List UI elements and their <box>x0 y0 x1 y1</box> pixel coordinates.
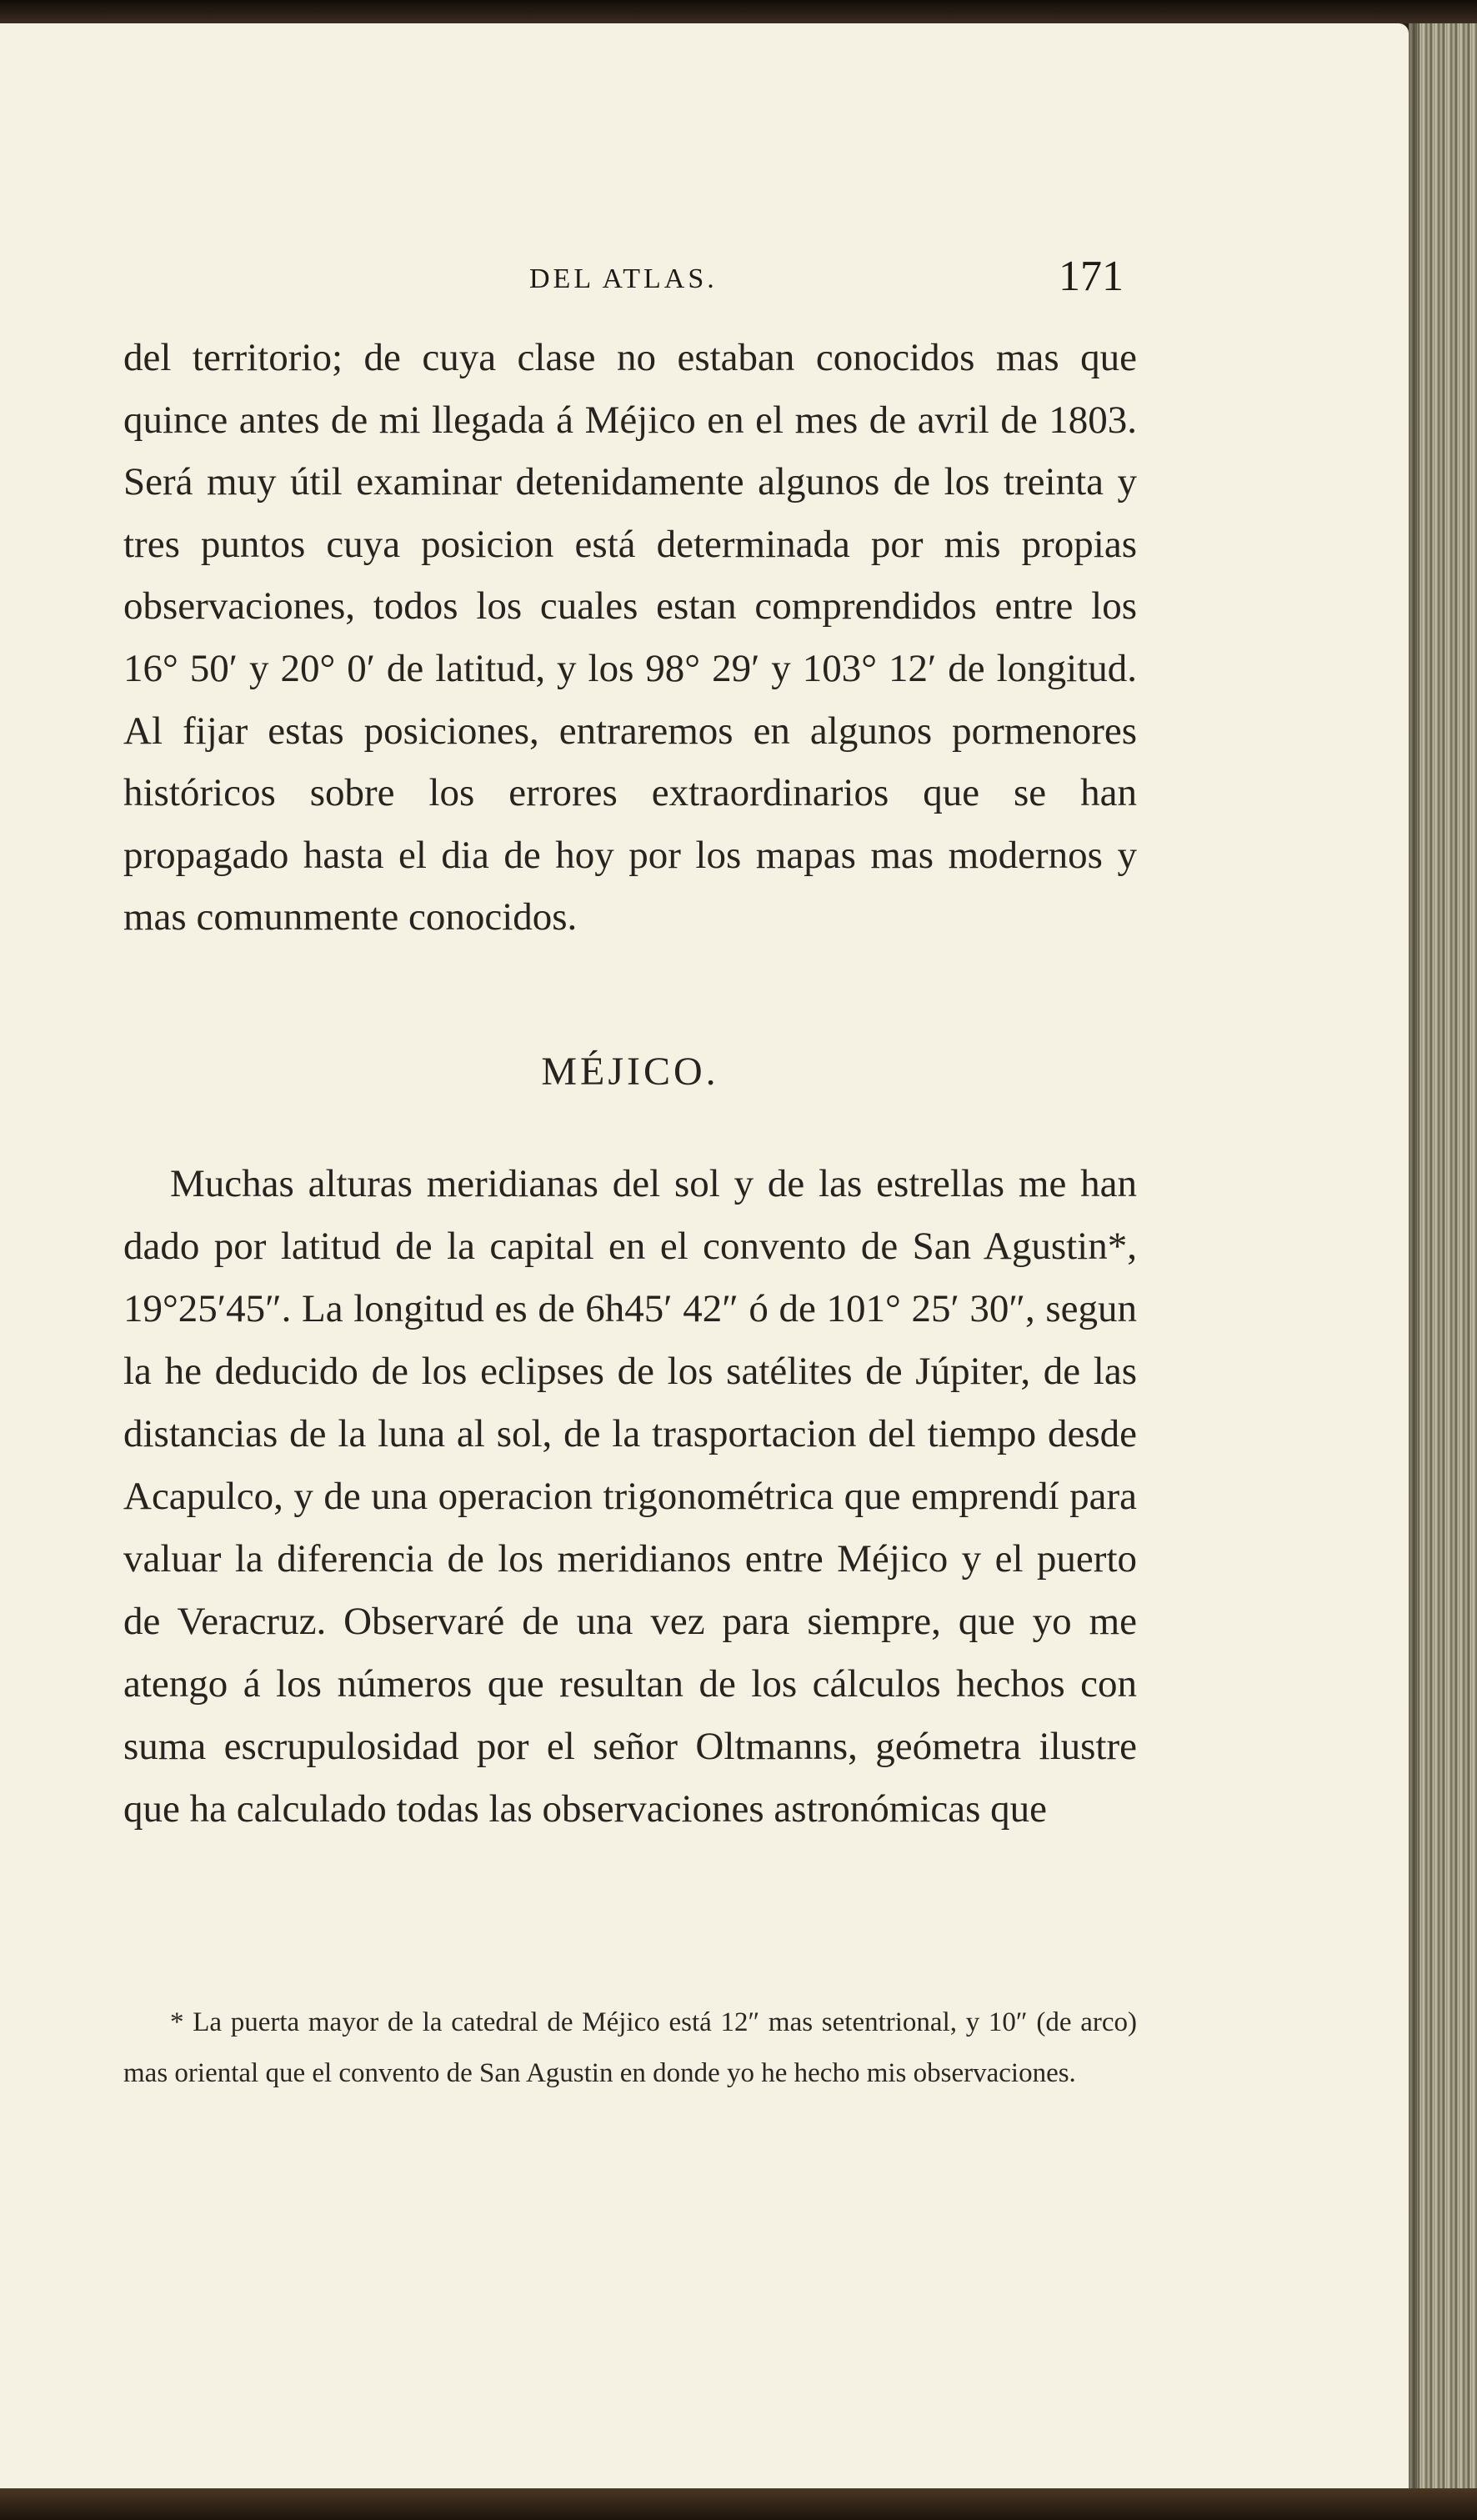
book-bottom-edge <box>0 2488 1477 2520</box>
page-header <box>0 252 1409 310</box>
section-heading: MÉJICO. <box>541 1050 719 1094</box>
section-body <box>123 1153 1137 1841</box>
body-text <box>123 327 1137 949</box>
footnote-text: * La puerta mayor de la catedral de Méjico está 12″ mas setentrional, y 10″ (de arco) mas oriental que el convento de San Agustin en donde yo he hecho mis observaciones. <box>123 2007 1137 2088</box>
book-top-edge <box>0 0 1477 23</box>
running-title: DEL ATLAS. <box>529 263 718 294</box>
page-number: 171 <box>1059 253 1124 300</box>
footnote <box>123 1997 1137 2099</box>
paragraph: del territorio; de cuya clase no estaban conocidos mas que quince antes de mi llegada á Méjico en el mes de avril de 1803. Será muy útil examinar detenidamente algunos de los treinta y tres puntos cuya posicion está determinada por mis propias observaciones, todos los cuales estan comprendidos entre los 16° 50′ y 20° 0′ de latitud, y los 98° 29′ y 103° 12′ de longitud. Al fijar estas posiciones, entraremos en algunos pormenores históricos sobre los errores extraordinarios que se han propagado hasta el dia de hoy por los mapas mas modernos y mas comunmente conocidos. <box>123 336 1137 939</box>
paragraph: Muchas alturas meridianas del sol y de las estrellas me han dado por latitud de la capital en el convento de San Agustin*, 19°25′45″. La longitud es de 6h45′ 42″ ó de 101° 25′ 30″, segun la he deducido de los eclipses de los satélites de Júpiter, de las distancias de la luna al sol, de la trasportacion del tiempo desde Acapulco, y de una operacion trigonométrica que emprendí para valuar la diferencia de los meridianos entre Méjico y el puerto de Veracruz. Observaré de una vez para siempre, que yo me atengo á los números que resultan de los cálculos hechos con suma escrupulosidad por el señor Oltmanns, geómetra ilustre que ha calculado todas las observaciones astronómicas que <box>123 1162 1137 1831</box>
book-fore-edge <box>1409 23 1477 2491</box>
